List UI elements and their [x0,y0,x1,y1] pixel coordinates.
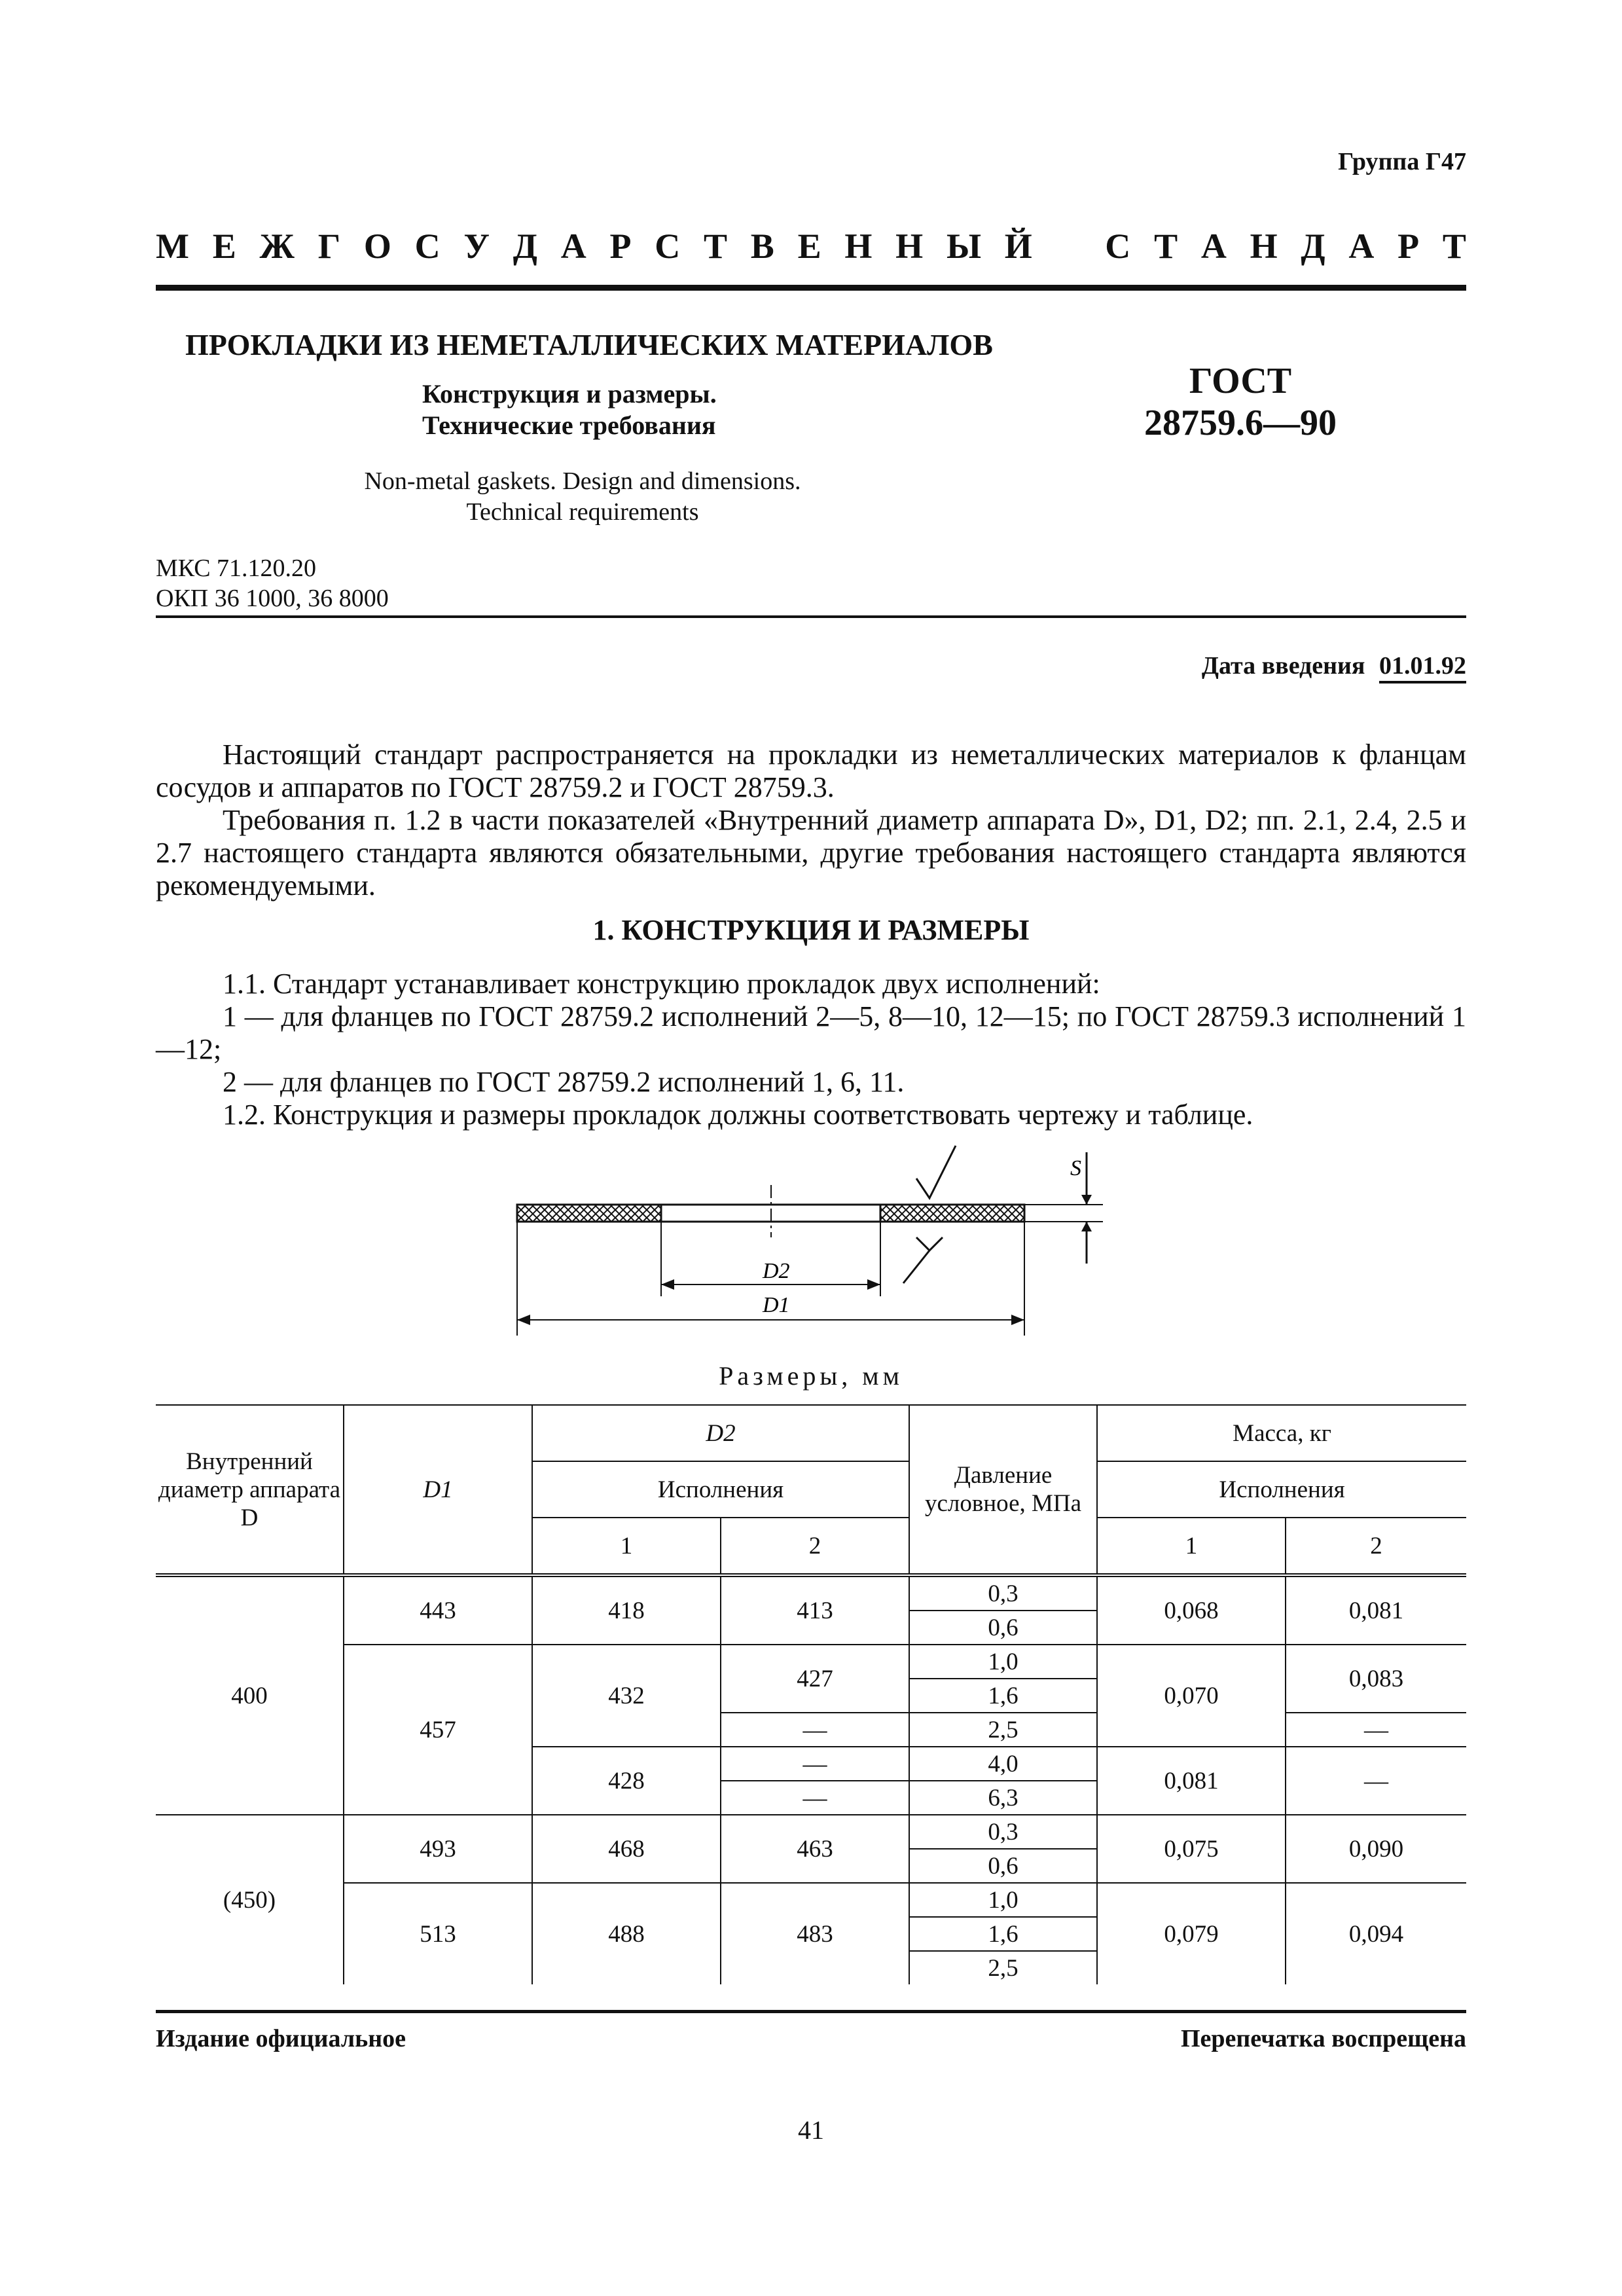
table-row [156,1575,1466,1611]
cell-mass-v1: 0,081 [1097,1747,1286,1815]
header-pressure: Давление условное, МПа [909,1405,1097,1575]
cell-d2-v1: 488 [532,1883,721,1984]
banner-letter: У [463,227,490,266]
cell-inner-diameter: 400 [156,1575,344,1815]
subtitle-line-1: Конструкция и размеры. [422,379,717,409]
thickness-dimension [1024,1152,1103,1264]
table-row [156,1645,1466,1679]
gost-code: 28759.6—90 [1144,403,1337,443]
cell-mass-v2: — [1286,1713,1466,1747]
label-s: S [1070,1156,1081,1180]
gost-number [1142,360,1339,444]
standard-banner [156,226,1466,266]
cell-d1: 513 [344,1883,532,1984]
cell-pressure: 1,0 [909,1645,1097,1679]
section-heading: 1. КОНСТРУКЦИЯ И РАЗМЕРЫ [592,914,1030,946]
banner-letter: Д [513,227,537,266]
gasket-drawing [497,1139,1126,1349]
official-edition-label: Издание официальное [156,2025,406,2052]
cell-d2-v1: 428 [532,1747,721,1815]
header-d2-v2: 2 [721,1518,909,1575]
banner-letter: О [363,227,391,266]
table-header-row-1 [156,1405,1466,1461]
intro-paragraph-2: Требования п. 1.2 в части показателей «Внутренний диаметр аппарата D», D1, D2; пп. 2.1, 2.4, 2.5 и 2.7 настоящего стандарта являются обязательными, другие требования настоящего стандарта являются рекомендуемыми. [156,804,1466,902]
header-mass: Масса, кг [1097,1405,1466,1461]
header-mass-v1: 1 [1097,1518,1286,1575]
intro-paragraph-1: Настоящий стандарт распространяется на прокладки из неметаллических материалов к фланцам сосудов и аппаратов по ГОСТ 28759.2 и ГОСТ 28759.3. [156,738,1466,803]
subtitle-line-2: Технические требования [422,410,716,440]
banner-letter: А [560,227,586,266]
footer-rule [156,2010,1466,2013]
banner-letter: Т [704,227,728,266]
cell-d2-v2: — [721,1747,909,1781]
cell-pressure: 0,6 [909,1849,1097,1883]
document-title: ПРОКЛАДКИ ИЗ НЕМЕТАЛЛИЧЕСКИХ МАТЕРИАЛОВ [185,328,993,361]
banner-letter: Ы [946,227,981,266]
banner-letter: Ж [259,227,295,266]
header-d2: D2 [532,1405,909,1461]
cell-pressure: 0,6 [909,1611,1097,1645]
banner-letter: Е [212,227,236,266]
cell-d2-v2: 427 [721,1645,909,1713]
banner-letter: С [1105,227,1131,266]
banner-letter: В [750,227,774,266]
intro-text [156,738,1466,902]
cell-pressure: 1,6 [909,1679,1097,1713]
date-label: Дата введения [1201,652,1365,680]
mks-code: МКС 71.120.20 [156,555,317,582]
cell-pressure: 4,0 [909,1747,1097,1781]
cell-d2-v2: 463 [721,1815,909,1883]
banner-letter: Г [317,227,341,266]
gasket-section [517,1185,1024,1237]
section-text [156,968,1466,1131]
english-title [340,466,825,528]
date-value: 01.01.92 [1379,652,1466,683]
cell-d2-v2: — [721,1781,909,1815]
cell-d2-v1: 432 [532,1645,721,1747]
header-d2-versions: Исполнения [532,1461,909,1518]
classification-codes [156,553,389,613]
cell-pressure: 2,5 [909,1951,1097,1984]
clause-1-1-version-2: 2 — для фланцев по ГОСТ 28759.2 исполнений 1, 6, 11. [223,1066,905,1098]
banner-letter: Р [609,227,632,266]
cell-d1: 493 [344,1815,532,1883]
header-inner-diameter: Внутренний диаметр аппарата D [156,1405,344,1575]
cell-d2-v1: 468 [532,1815,721,1883]
banner-letter: М [156,227,189,266]
header-d1: D1 [344,1405,532,1575]
dimensions-table [156,1404,1466,1984]
header-mass-versions: Исполнения [1097,1461,1466,1518]
cell-mass-v2: 0,090 [1286,1815,1466,1883]
table-row [156,1815,1466,1849]
cell-mass-v1: 0,079 [1097,1883,1286,1984]
cell-mass-v2: 0,081 [1286,1575,1466,1645]
cell-d1: 443 [344,1575,532,1645]
clause-1-2: 1.2. Конструкция и размеры прокладок должны соответствовать чертежу и таблице. [223,1099,1253,1131]
header-rule [156,285,1466,291]
clause-1-1-version-1: 1 — для фланцев по ГОСТ 28759.2 исполнений 2—5, 8—10, 12—15; по ГОСТ 28759.3 исполнений 1—12; [156,1000,1466,1065]
banner-letter: Й [1004,227,1032,266]
banner-letter: Н [895,227,924,266]
banner-letter: Р [1397,227,1420,266]
banner-letter: С [655,227,681,266]
cell-mass-v2: — [1286,1747,1466,1815]
cell-pressure: 0,3 [909,1575,1097,1611]
cell-pressure: 6,3 [909,1781,1097,1815]
cell-inner-diameter: (450) [156,1815,344,1984]
group-code: Группа Г47 [1338,148,1466,175]
cell-mass-v2: 0,094 [1286,1883,1466,1984]
banner-letter: Е [797,227,821,266]
cell-d2-v1: 418 [532,1575,721,1645]
banner-letter: Т [1154,227,1178,266]
effective-date [1202,651,1466,680]
banner-letter: С [414,227,441,266]
cell-mass-v2: 0,083 [1286,1645,1466,1713]
cell-d2-v2: 413 [721,1575,909,1645]
header-d2-v1: 1 [532,1518,721,1575]
banner-letter: Н [1250,227,1278,266]
reprint-prohibited-label: Перепечатка воспрещена [1180,2025,1466,2052]
english-line-1: Non-metal gaskets. Design and dimensions. [364,467,801,495]
banner-letter: А [1348,227,1375,266]
cell-pressure: 1,6 [909,1917,1097,1951]
banner-letter: Н [844,227,873,266]
document-subtitle [422,378,717,441]
cell-mass-v1: 0,068 [1097,1575,1286,1645]
cell-pressure: 2,5 [909,1713,1097,1747]
cell-d2-v2: 483 [721,1883,909,1984]
banner-letter: Т [1442,227,1466,266]
okp-code: ОКП 36 1000, 36 8000 [156,585,389,612]
cell-d2-v2: — [721,1713,909,1747]
header-thin-rule [156,615,1466,618]
cell-mass-v1: 0,075 [1097,1815,1286,1883]
cell-pressure: 0,3 [909,1815,1097,1849]
cell-mass-v1: 0,070 [1097,1645,1286,1747]
table-row [156,1883,1466,1917]
page-number: 41 [798,2115,824,2145]
english-line-2: Technical requirements [466,498,699,526]
label-d2: D2 [763,1259,790,1283]
banner-letter [1056,226,1082,266]
banner-letter: Д [1301,227,1325,266]
header-mass-v2: 2 [1286,1518,1466,1575]
clause-1-1: 1.1. Стандарт устанавливает конструкцию прокладок двух исполнений: [223,968,1100,1000]
label-d1: D1 [763,1293,790,1317]
table-caption: Размеры, мм [719,1361,903,1391]
cell-d1: 457 [344,1645,532,1815]
banner-letter: А [1200,227,1227,266]
cell-pressure: 1,0 [909,1883,1097,1917]
gost-label: ГОСТ [1189,361,1292,401]
